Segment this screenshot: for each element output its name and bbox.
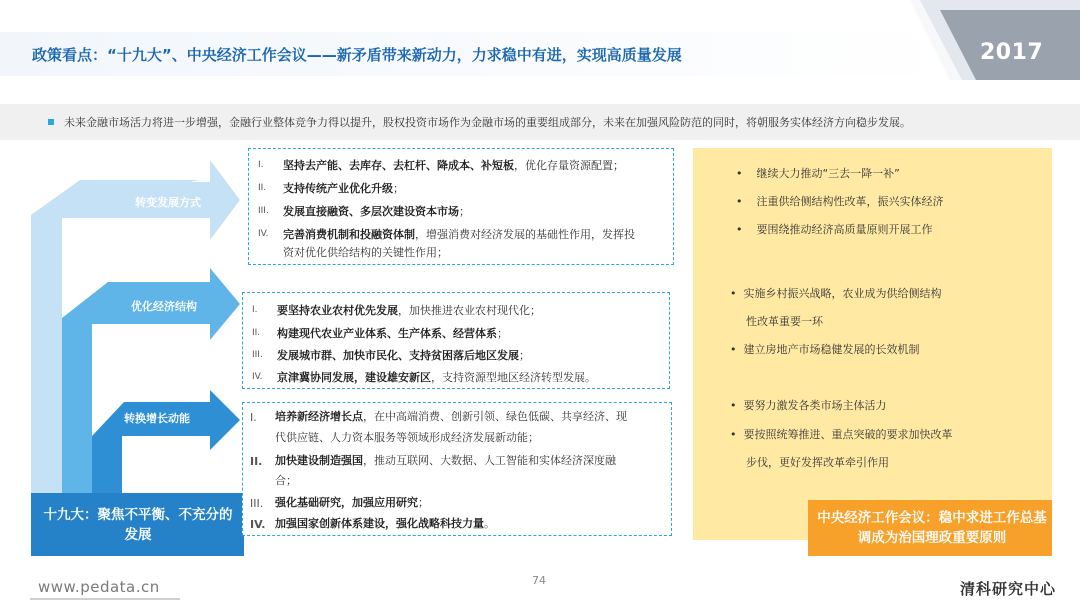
box1-item-1-text (283, 158, 624, 174)
box2-item-3-num: III. (252, 350, 263, 360)
conference-bullet-3: • 要围绕推动经济高质量原则开展工作 (736, 223, 933, 236)
box1-item-4-rest: ，增强消费对经济发展的基础性作用，发挥投 (415, 228, 635, 241)
box2-item-3-rest: ； (519, 349, 530, 362)
box2-item-4-num: IV. (252, 372, 263, 382)
box3-item-3-rest: ； (418, 496, 429, 509)
conference-bullet-7-cont: 步伐，更好发挥改革牵引作用 (746, 456, 889, 469)
box3-item-1-text (275, 409, 627, 425)
arrow-label-1: 转变发展方式 (135, 196, 201, 209)
box3-item-1-cont: 代供应链、人力资本服务等领域形成经济发展新动能； (275, 431, 539, 444)
box3-item-3-num: III. (250, 497, 264, 510)
box1-item-4-text (283, 227, 635, 243)
box2-item-2-num: II. (252, 328, 261, 338)
conference-bullet-2-text: 注重供给侧结构性改革，振兴实体经济 (756, 195, 944, 208)
box1-item-1-rest: ，优化存量资源配置； (514, 159, 624, 172)
box1-item-4-bold: 完善消费机制和投融资体制 (283, 228, 415, 241)
box3-item-4-num: IV. (250, 518, 266, 531)
box3-item-2-bold: 加快建设制造强国 (275, 454, 363, 467)
box3-item-1-bold: 培养新经济增长点 (275, 410, 363, 423)
box1-item-2-num: II. (258, 183, 267, 193)
summary-text: 未来金融市场活力将进一步增强，金融行业整体竞争力得以提升，股权投资市场作为金融市场的重要组成部分，未来在加强风险防范的同时，将朝服务实体经济方向稳步发展。 (64, 116, 911, 129)
footer-underline (30, 598, 180, 600)
conference-bullet-3-text: 要围绕推动经济高质量原则开展工作 (756, 223, 933, 236)
year-label: 2017 (980, 40, 1044, 65)
box2-item-2-rest: ； (497, 327, 508, 340)
arrow-label-3: 转换增长动能 (124, 412, 190, 425)
box3-item-4-bold: 加强国家创新体系建设，强化战略科技力量 (275, 517, 484, 530)
page-title: 政策看点：“十九大”、中央经济工作会议——新矛盾带来新动力，力求稳中有进，实现高质量发展 (32, 46, 682, 64)
box1-item-2-text (283, 181, 404, 197)
box1-item-3-text (283, 204, 470, 220)
organization-logo-text: 清科研究中心 (960, 580, 1057, 598)
conference-bullet-6-text: 要努力激发各类市场主体活力 (743, 399, 887, 412)
conference-summary-text: 中央经济工作会议：稳中求进工作总基调成为治国理政重要原则 (817, 510, 1047, 546)
conference-bullet-1: • 继续大力推动“三去一降一补” (736, 167, 900, 180)
box2-item-3-bold: 发展城市群、加快市民化、支持贫困落后地区发展 (277, 349, 519, 362)
box2-item-2-bold: 构建现代农业产业体系、生产体系、经营体系 (277, 327, 497, 340)
conference-bullet-1-text: 继续大力推动“三去一降一补” (756, 167, 900, 180)
box3-item-1-rest: ，在中高端消费、创新引领、绿色低碳、共享经济、现 (363, 410, 627, 423)
conference-bullet-6: • 要努力激发各类市场主体活力 (730, 399, 887, 412)
box3-item-4-text (275, 516, 495, 532)
box2-item-1-bold: 要坚持农业农村优先发展 (277, 304, 398, 317)
box3-item-2-cont: 合； (275, 474, 297, 487)
box1-item-2-rest: ； (393, 182, 404, 195)
box1-item-4-num: IV. (258, 229, 269, 239)
box3-item-2-rest: ，推动互联网、大数据、人工智能和实体经济深度融 (363, 454, 616, 467)
box3-item-2-num: II. (250, 455, 263, 468)
box1-item-4-cont: 资对优化供给结构的关键性作用； (283, 246, 448, 259)
box2-item-4-text (277, 370, 596, 386)
box2-item-1-rest: ，加快推进农业农村现代化； (398, 304, 541, 317)
conference-bullet-7: • 要按照统筹推进、重点突破的要求加快改革 (730, 428, 953, 441)
box1-item-3-bold: 发展直接融资、多层次建设资本市场 (283, 205, 459, 218)
conference-bullet-7-text: 要按照统筹推进、重点突破的要求加快改革 (743, 428, 953, 441)
footer-url: www.pedata.cn (38, 578, 160, 596)
conference-bullet-4-cont: 性改革重要一环 (746, 315, 823, 328)
summary-bullet-icon (48, 119, 54, 125)
box3-item-2-text (275, 453, 616, 469)
box2-item-2-text (277, 326, 508, 342)
box3-item-3-text (275, 495, 429, 511)
box2-item-4-bold: 京津冀协同发展，建设雄安新区 (277, 371, 431, 384)
box3-item-3-bold: 强化基础研究，加强应用研究 (275, 496, 418, 509)
box1-item-2-bold: 支持传统产业优化升级 (283, 182, 393, 195)
box3-item-4-rest: 。 (484, 517, 495, 530)
page-number: 74 (532, 574, 546, 587)
box2-item-1-num: I. (252, 305, 258, 315)
box2-item-3-text (277, 348, 530, 364)
box2-item-4-rest: ，支持资源型地区经济转型发展。 (431, 371, 596, 384)
box3-item-1-num: I. (250, 411, 257, 424)
box2-item-1-text (277, 303, 541, 319)
conference-bullet-4: • 实施乡村振兴战略，农业成为供给侧结构 (730, 287, 942, 300)
box1-item-3-rest: ； (459, 205, 470, 218)
conference-bullet-2: • 注重供给侧结构性改革，振兴实体经济 (736, 195, 944, 208)
conference-bullet-5-text: 建立房地产市场稳健发展的长效机制 (743, 343, 920, 356)
conference-bullet-5: • 建立房地产市场稳健发展的长效机制 (730, 343, 920, 356)
box1-item-3-num: III. (258, 206, 269, 216)
base-label: 十九大：聚焦不平衡、不充分的发展 (43, 507, 233, 543)
arrow-label-2: 优化经济结构 (131, 300, 197, 313)
box1-item-1-bold: 坚持去产能、去库存、去杠杆、降成本、补短板 (283, 159, 514, 172)
conference-bullet-4-text: 实施乡村振兴战略，农业成为供给侧结构 (743, 287, 942, 300)
box1-item-1-num: I. (258, 160, 264, 170)
